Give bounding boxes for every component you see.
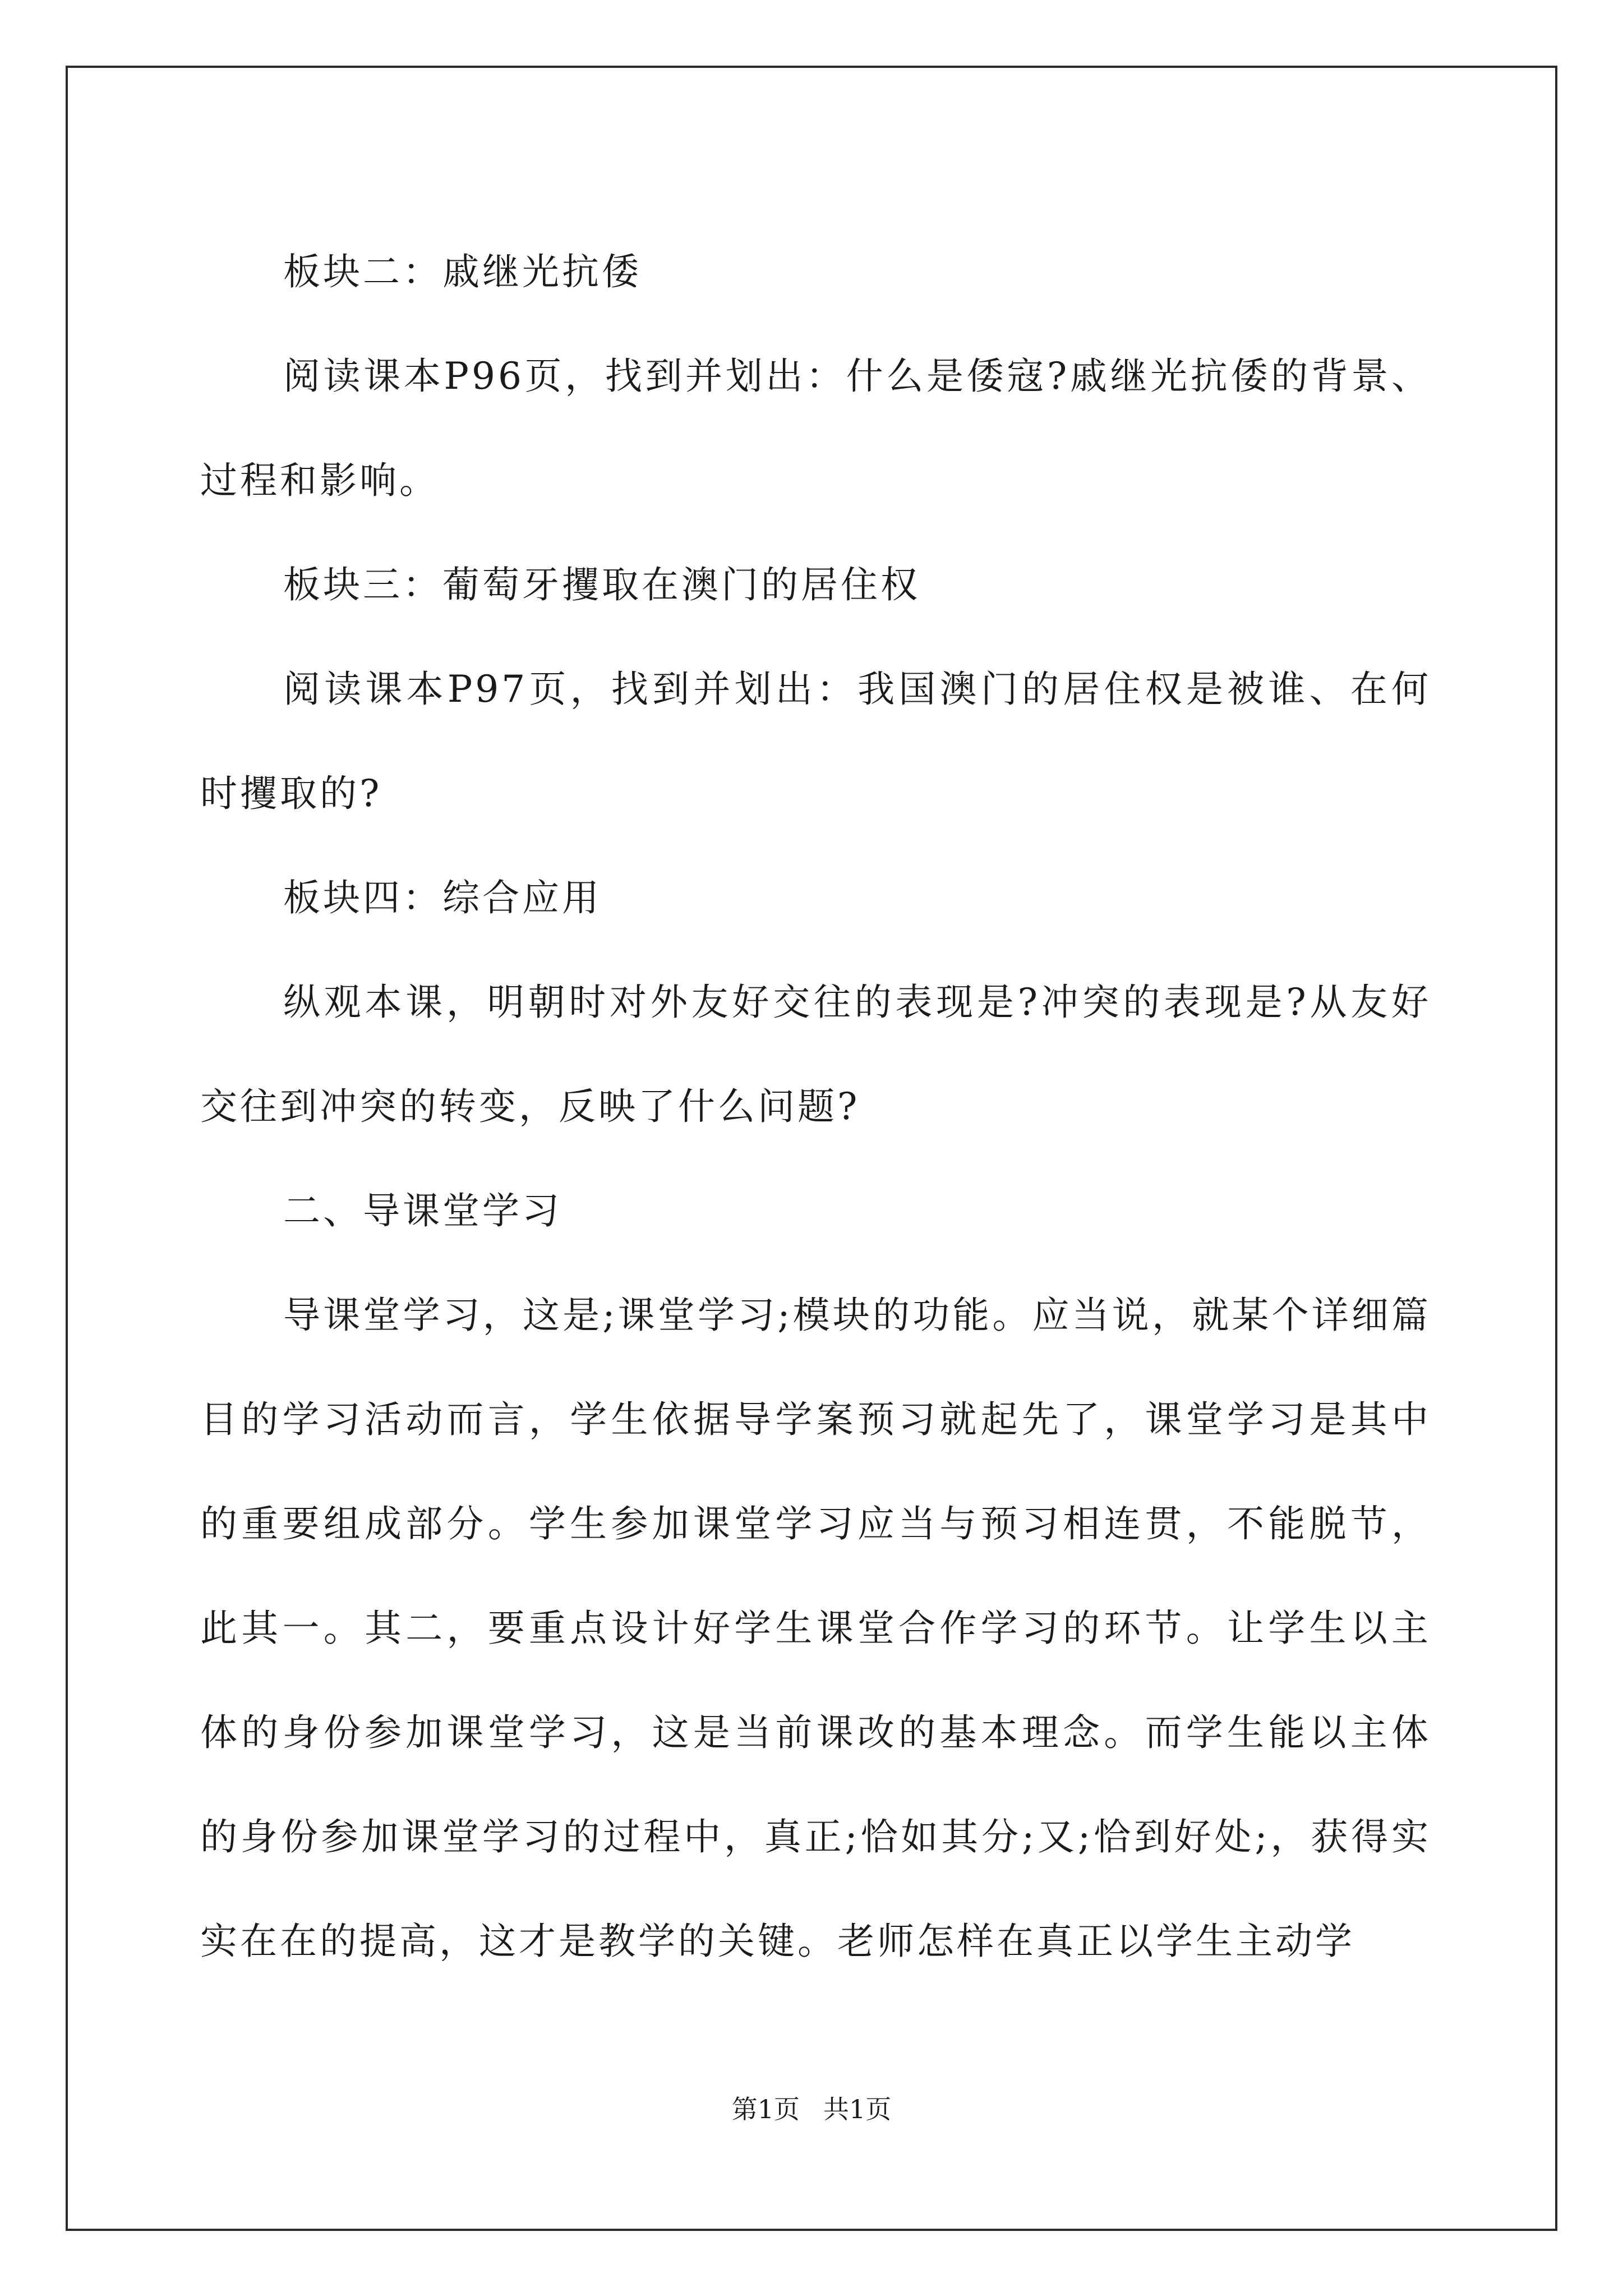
body-paragraph: 导课堂学习，这是;课堂学习;模块的功能。应当说，就某个详细篇目的学习活动而言，学生依据导学案预习就起先了，课堂学习是其中的重要组成部分。学生参加课堂学习应当与预习相连贯，不能脱节，此其一。其二，要重点设计好学生课堂合作学习的环节。让学生以主体的身份参加课堂学习，这是当前课改的基本理念。而学生能以主体的身份参加课堂学习的过程中，真正;恰如其分;又;恰到好处;，获得实实在在的提高，这才是教学的关键。老师怎样在真正以学生主动学	[200, 1294, 1431, 1963]
body-paragraph: 阅读课本P97页，找到并划出：我国澳门的居住权是被谁、在何时攫取的?	[200, 668, 1431, 815]
section-heading-block-4: 板块四：综合应用	[283, 876, 602, 919]
page-number-current: 第1页	[731, 2094, 800, 2124]
body-paragraph: 纵观本课，明朝时对外友好交往的表现是?冲突的表现是?从友好交往到冲突的转变，反映了什么问题?	[200, 981, 1431, 1128]
section-heading-classroom-learning: 二、导课堂学习	[283, 1189, 562, 1232]
page-footer	[0, 2092, 1623, 2126]
page-number-total: 共1页	[823, 2094, 892, 2124]
section-heading-block-3: 板块三：葡萄牙攫取在澳门的居住权	[283, 563, 920, 606]
body-paragraph: 阅读课本P96页，找到并划出：什么是倭寇?戚继光抗倭的背景、过程和影响。	[200, 355, 1431, 502]
section-heading-block-2: 板块二：戚继光抗倭	[283, 250, 642, 293]
document-body	[200, 220, 1431, 1994]
